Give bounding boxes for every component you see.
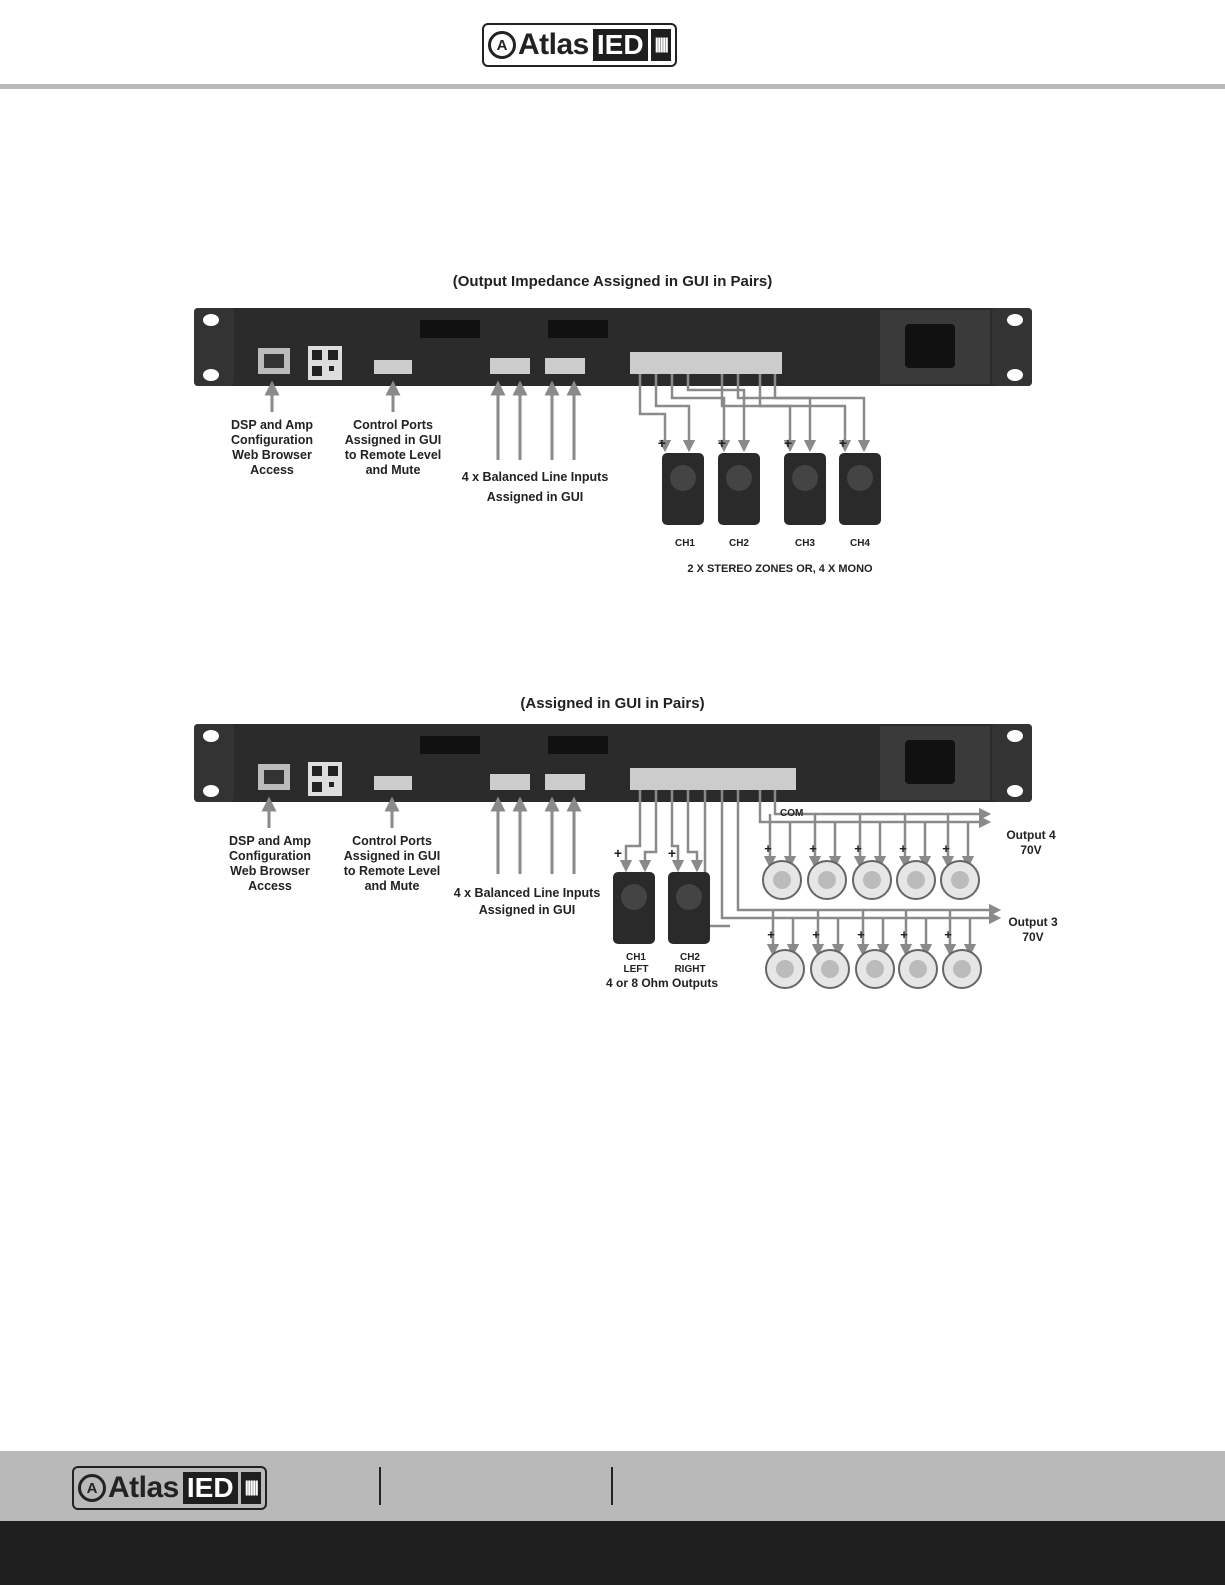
logo-wordmark: Atlas [518,28,589,61]
ceiling-speaker-icon [856,950,894,988]
diagram1-inputs-sublabel: Assigned in GUI [486,490,584,504]
diagram2-plus-ch2: + [667,845,677,861]
ceiling-speaker-icon [899,950,937,988]
footer-logo [72,1466,267,1510]
amplifier-rack-unit [194,308,1032,386]
diagram1-ethernet-label: DSP and Amp Configuration Web Browser Access [231,418,313,477]
speaker-ch2-right-icon [668,872,710,944]
diagram1-plus-ch4: + [838,435,848,451]
speaker-ch1-left-icon [613,872,655,944]
diagram2-plus-ch1: + [613,845,623,861]
plus-o3-1: + [767,927,775,942]
diagram2-ethernet-label: DSP and Amp Configuration Web Browser Access [229,834,311,893]
input-terminal-block-1 [490,358,530,374]
plus-o4-4: + [899,841,907,856]
footer-bottom-bar [0,1521,1225,1585]
ceiling-speaker-icon [763,861,801,899]
speaker-ch1-icon [662,453,704,525]
plus-o3-4: + [900,927,908,942]
ceiling-speaker-icon [811,950,849,988]
ceiling-speaker-icon [943,950,981,988]
logo-wordmark: Atlas [108,1471,179,1504]
header-rule [0,84,1225,89]
plus-o4-3: + [854,841,862,856]
iec-power-inlet-icon [905,324,955,368]
plus-o4-1: + [764,841,772,856]
diagram1-ch1-label: CH1 [674,538,695,549]
footer-separator-2 [611,1467,613,1505]
diagram2-com-label: COM [780,808,804,819]
plus-o3-3: + [857,927,865,942]
diagram1-zones-label: 2 X STEREO ZONES OR, 4 X MONO [687,563,873,575]
diagram2-control-label: Control Ports Assigned in GUI to Remote Level and Mute [343,834,441,893]
diagram2-output4-label: Output 4 [1006,828,1056,842]
ceiling-speaker-icon [808,861,846,899]
input-terminal-block-2 [545,358,585,374]
diagram1-ch3-label: CH3 [794,538,815,549]
input-terminal-block-1 [490,774,530,790]
diagram1-ch2-label: CH2 [728,538,749,549]
speaker-ch4-icon [839,453,881,525]
ceiling-speaker-icon [766,950,804,988]
diagram2-ohm-label: 4 or 8 Ohm Outputs [605,976,718,990]
diagram1-inputs-label: 4 x Balanced Line Inputs [461,470,609,484]
ceiling-speaker-icon [897,861,935,899]
speaker-ch3-icon [784,453,826,525]
diagram2-ch2-label: CH2 [679,952,700,963]
speaker-output-terminals [630,768,796,790]
diagram2-inputs-sublabel: Assigned in GUI [478,903,576,917]
plus-o4-2: + [809,841,817,856]
diagram2-ch1-label: CH1 [625,952,646,963]
diagram2-output3-label: Output 3 [1008,915,1058,929]
input-terminal-block-2 [545,774,585,790]
atlas-logo-icon: A [78,1474,106,1502]
diagram2-ch2-sub: RIGHT [674,964,706,975]
diagram2-output4-voltage: 70V [1020,843,1042,857]
logo-bars-icon: ||||| [241,1472,261,1504]
logo-ied-block: IED [183,1472,238,1504]
header-logo [482,23,677,67]
diagram1-control-label: Control Ports Assigned in GUI to Remote Level and Mute [344,418,442,477]
diagram1-ch4-label: CH4 [849,538,870,549]
amplifier-rack-unit-2 [194,724,1032,802]
diagram1-title: (Output Impedance Assigned in GUI in Pairs) [452,273,773,290]
footer-separator-1 [379,1467,381,1505]
speaker-ch2-icon [718,453,760,525]
speaker-output-terminals [630,352,782,374]
control-terminal-block [374,360,412,374]
control-terminal-block [374,776,412,790]
iec-power-inlet-icon [905,740,955,784]
diagram1-plus-ch1: + [657,435,667,451]
plus-o4-5: + [942,841,950,856]
plus-o3-2: + [812,927,820,942]
diagram1-graphic [0,300,1225,590]
diagram2-title: (Assigned in GUI in Pairs) [520,695,705,712]
diagram2-output3-voltage: 70V [1022,930,1044,944]
logo-bars-icon: ||||| [651,29,671,61]
diagram2-graphic [0,722,1225,1012]
diagram1-plus-ch3: + [783,435,793,451]
diagram2-inputs-label: 4 x Balanced Line Inputs [453,886,601,900]
diagram2-ch1-sub: LEFT [623,964,649,975]
logo-ied-block: IED [593,29,648,61]
ceiling-speaker-icon [853,861,891,899]
atlas-logo-icon: A [488,31,516,59]
diagram1-plus-ch2: + [717,435,727,451]
plus-o3-5: + [944,927,952,942]
ceiling-speaker-icon [941,861,979,899]
